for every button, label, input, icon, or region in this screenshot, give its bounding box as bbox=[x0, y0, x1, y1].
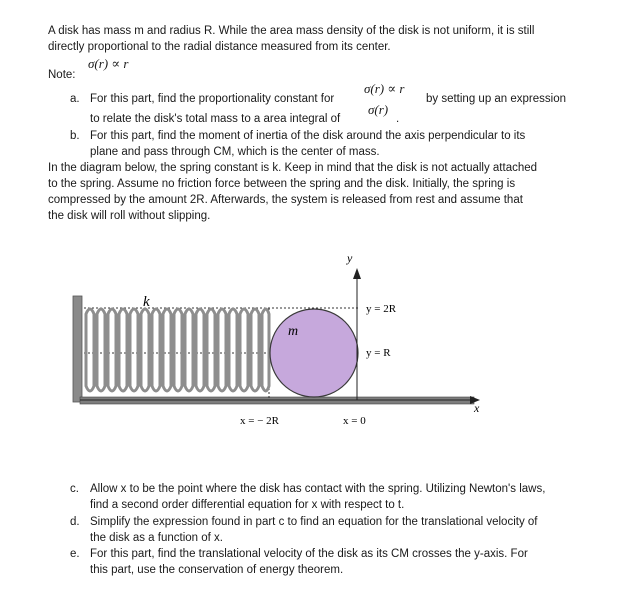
note-formula: σ(r) ∝ r bbox=[88, 56, 129, 71]
diagram-intro-line-3: compressed by the amount 2R. Afterwards, the system is released from rest and assume that bbox=[48, 194, 523, 206]
wall bbox=[73, 296, 82, 402]
part-c-marker: c. bbox=[70, 483, 79, 495]
part-c-line-1: Allow x to be the point where the disk has contact with the spring. Utilizing Newton's laws, bbox=[90, 483, 546, 495]
y-r-label: y = R bbox=[366, 347, 391, 359]
y-2r-label: y = 2R bbox=[366, 303, 397, 315]
mass-label: m bbox=[288, 324, 299, 339]
x-axis-label: x bbox=[474, 401, 480, 415]
part-a-formula-2: σ(r) bbox=[368, 102, 389, 117]
part-b-line-2: plane and pass through CM, which is the center of mass. bbox=[90, 146, 380, 158]
y-axis-label: y bbox=[347, 251, 353, 265]
part-e-marker: e. bbox=[70, 548, 80, 560]
part-a-marker: a. bbox=[70, 93, 80, 105]
note-label: Note: bbox=[48, 69, 76, 81]
part-b-line-1: For this part, find the moment of inertia of the disk around the axis perpendicular to its bbox=[90, 130, 526, 142]
part-d-marker: d. bbox=[70, 516, 80, 528]
part-d-line-2: the disk as a function of x. bbox=[90, 532, 223, 544]
part-e-line-2: this part, use the conservation of energy theorem. bbox=[90, 564, 344, 576]
x-zero-label: x = 0 bbox=[343, 415, 366, 427]
part-d-line-1: Simplify the expression found in part c to find an equation for the translational velocity of bbox=[90, 516, 538, 528]
part-b-marker: b. bbox=[70, 130, 80, 142]
part-c-line-2: find a second order differential equation for x with respect to t. bbox=[90, 499, 405, 511]
diagram-intro-line-2: to the spring. Assume no friction force between the spring and the disk. Initially, the spring is bbox=[48, 178, 516, 190]
disk bbox=[270, 309, 358, 397]
spring-constant-label: k bbox=[143, 294, 150, 310]
part-a-text-3: to relate the disk's total mass to a area integral of bbox=[90, 113, 341, 125]
part-e-line-1: For this part, find the translational velocity of the disk as its CM crosses the y-axis. For bbox=[90, 548, 528, 560]
part-a-text-2: by setting up an expression bbox=[426, 93, 567, 105]
spring bbox=[86, 309, 269, 391]
intro-line-2: directly proportional to the radial distance measured from its center. bbox=[48, 41, 391, 53]
x-neg2r-label: x = − 2R bbox=[240, 415, 279, 427]
part-a-formula-1: σ(r) ∝ r bbox=[364, 81, 405, 96]
part-a-period: . bbox=[396, 113, 400, 125]
intro-line-1: A disk has mass m and radius R. While the area mass density of the disk is not uniform, it is still bbox=[48, 25, 535, 37]
diagram-intro-line-1: In the diagram below, the spring constant is k. Keep in mind that the disk is not actually attached bbox=[48, 162, 538, 174]
y-axis-arrowhead bbox=[353, 268, 361, 279]
diagram-intro-line-4: the disk will roll without slipping. bbox=[48, 210, 211, 222]
part-a-text-1: For this part, find the proportionality constant for bbox=[90, 93, 335, 105]
